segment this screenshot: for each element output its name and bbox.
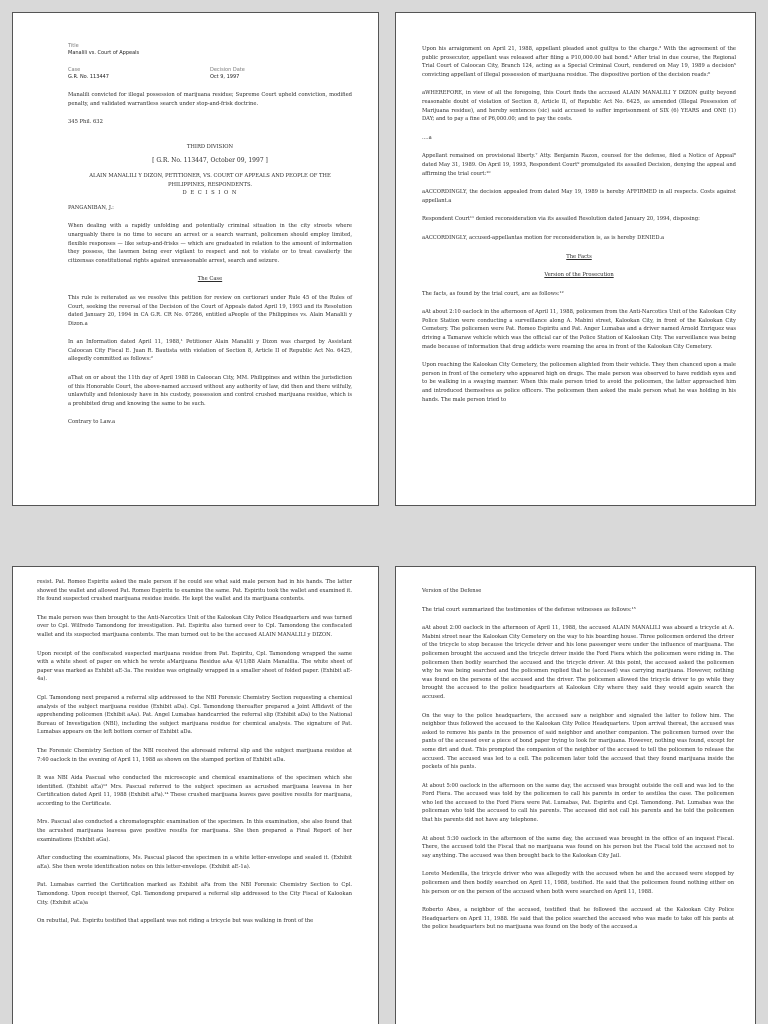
paragraph: aThat on or about the 11th day of April 1988 in Caloocan City, MM. Philippines and within the jurisdiction of this Honorable Court, the above-named accused without any authority of law, did then and there wilfully, unlawfully and feloniously have in his custody, possession and control crushed marijuana residue, which is a prohibited drug and knowing the same to be such.: [68, 375, 352, 407]
paragraph: The male person was then brought to the Anti-Narcotics Unit of the Kalookan City Police Headquarters and was turned over to Cpl. Wilfredo Tamondong for investigation. Pat. Espiritu also turned over to Cpl. Tamondong the confiscated wallet and its suspected marijuana contents. The man turned out to be the accused ALAIN MANALILI y DIZON.: [37, 614, 352, 638]
title-label: Title: [68, 43, 79, 49]
paragraph: ....a: [422, 134, 432, 141]
paragraph: aAt about 2:10 oaclock in the afternoon of April 11, 1988, policemen from the Anti-Narcotics Unit of the Kalookan City Police Station were conducting a surveillance along A. Mabini street, Kalookan City, in front of the Kalookan City Cemetery. The policemen were Pat. Romeo Espiritu and Pat. Anger Lumabas and a driver named Arnold Enriquez was driving a Tamaraw vehicle which was the official car of the Police Station of Kalookan City. The surveillance was being made because of information that drug addicts were roaming the area in front of the Kalookan City Cemetery.: [422, 309, 736, 350]
section-heading-defense: Version of the Defense: [422, 588, 482, 594]
ponente: PANGANIBAN, J.:: [68, 204, 114, 211]
paragraph: In an Information dated April 11, 1988,¹ Petitioner Alain Manalili y Dizon was charged by Assistant Caloocan City Fiscal E. Juan R. Bautista with violation of Section 8, Article II of Republic Act No. 6425, allegedly committed as follows:²: [68, 339, 352, 363]
paragraph: It was NBI Aida Pascual who conducted the microscopic and chemical examinations of the specimen which she identified. (Exhibit aEa)¹³ Mrs. Pascual referred to the subject specimen as acrushed marijuana leavesa in her Certification dated April 11, 1988 (Exhibit aFa).¹⁴ These crushed marijuana leaves gave positive results for marijuana, according to the Certificate.: [37, 775, 352, 807]
decision-date: Oct 9, 1997: [210, 74, 240, 80]
paragraph: Mrs. Pascual also conducted a chromatographic examination of the specimen. In this examination, she also found that the acrushed marijuana leavesa gave positive results for marijuana. She then prepared a Final Report of her examinations (Exhibit aGa).: [37, 819, 352, 843]
paragraph: When dealing with a rapidly unfolding and potentially criminal situation in the city streets where unarguably there is no time to secure an arrest or a search warrant, policemen should employ limited, flexible responses — like setup-and-frisks — which are graduated in relation to the amount of information they possess, the lawmen being ever vigilant to respect and not to violate or to treat cavalierly the citizensas constitutional rights against unreasonable arrest, search and seizure.: [68, 223, 352, 264]
document-page-2: [395, 12, 756, 506]
paragraph: Respondent Court¹¹ denied reconsideration via its assailed Resolution dated January 20, 1994, disposing:: [422, 216, 700, 223]
paragraph: Cpl. Tamondong next prepared a referral slip addressed to the NBI Forensic Chemistry Section requesting a chemical analysis of the subject marijuana residue (Exhibit aDa). Cpl. Tamondong thereafter prepared a Joint Affidavit of the apprehending policemen (Exhibit aAa). Pat. Angel Lumabas handcarried the referral slip (Exhibit aDa) to the National Bureau of Investigation (NBI), including the subject marijuana residue for chemical analysis. The signature of Pat. Lumabas appears on the left bottom corner of Exhibit aDa.: [37, 694, 352, 736]
paragraph: aACCORDINGLY, the decision appealed from dated May 19, 1989 is hereby AFFIRMED in all respects. Costs against appellant.a: [422, 189, 736, 204]
document-page-1: [12, 12, 379, 506]
paragraph: aWHEREFORE, in view of all the foregoing, this Court finds the accused ALAIN MANALILI Y DIZON guilty beyond reasonable doubt of violation of Section 8, Article II, of Republic Act No. 6425, as amended (Illegal Possession of Marijuana residue), and hereby sentences (sic) said accused to suffer imprisonment of SIX (6) YEARS and ONE (1) DAY; and to pay a fine of P6,000.00; and to pay the costs.: [422, 90, 736, 123]
paragraph: The trial court summarized the testimonies of the defense witnesses as follows:¹⁵: [422, 606, 636, 613]
paragraph: aACCORDINGLY, accused-appellantas motion for reconsideration is, as is hereby DENIED.a: [422, 234, 665, 241]
decision-heading: D E C I S I O N: [182, 190, 238, 197]
gr-heading: [ G.R. No. 113447, October 09, 1997 ]: [152, 157, 268, 165]
paragraph: Roberto Abes, a neighbor of the accused, testified that he followed the accused at the Kalookan City Police Headquarters on April 11, 1988. He said that the police searched the accused who was made to take off his pants at the police headquarters but no marijuana was found on the body of the accused.a: [422, 907, 734, 931]
paragraph: After conducting the examinations, Ms. Pascual placed the specimen in a white letter-envelope and sealed it. (Exhibit aEa). She then wrote identification notes on this letter-envelope. (Exhibit aE-1a).: [37, 855, 352, 870]
paragraph: Contrary to Law.a: [68, 419, 116, 426]
document-page-3: [12, 566, 379, 1024]
paragraph: Loreto Medenilla, the tricycle driver who was allegedly with the accused when he and the accused were stopped by policemen and then bodily searched on April 11, 1988, testified. He said that the policemen found nothing either on his person or on the person of the accused when both were searched on April 11, 1988.: [422, 871, 734, 895]
paragraph: Upon his arraignment on April 21, 1988, appellant pleaded anot guiltya to the charge.³ With the agreement of the public prosecutor, appellant was released after filing a P10,000.00 bail bond.⁴ After trial in due course, the Regional Trial Court of Caloocan City, Branch 124, acting as a Special Criminal Court, rendered on May 19, 1989 a decision⁵ convicting appellant of illegal possession of marijuana residue. The dispositive portion of the decision reads:⁶: [422, 46, 736, 78]
paragraph: aAt about 2:00 oaclock in the afternoon of April 11, 1988, the accused ALAIN MANALILI was aboard a tricycle at A. Mabini street near the Kalookan City Cemetery on the way to his boarding house. Three policemen ordered the driver of the tricycle to stop because the tricycle driver and his lone passenger were under the influence of marijuana. The policemen brought the accused and the tricycle driver inside the Ford Fiera which the policemen were riding in. The policemen then bodily searched the accused and the tricycle driver. At this point, the accused asked the policemen why he was being searched and the policemen replied that he (accused) was carrying marijuana. However, nothing was found on the persons of the accused and the driver. The policemen allowed the tricycle driver to go while they brought the accused to the police headquarters at Kalookan City where they said they would again search the accused.: [422, 625, 734, 700]
document-page-4: [395, 566, 756, 1024]
paragraph: Upon reaching the Kalookan City Cemetery, the policemen alighted from their vehicle. They then chanced upon a male person in front of the cemetery who appeared high on drugs. The male person was observed to have reddish eyes and to be walking in a swaying manner. When this male person tried to avoid the policemen, the latter approached him and introduced themselves as police officers. The policemen then asked the male person what he was holding in his hands. The male person tried to: [422, 362, 736, 403]
paragraph: On rebuttal, Pat. Espiritu testified that appellant was not riding a tricycle but was walking in front of the: [37, 918, 314, 925]
paragraph: At about 5:00 oaclock in the afternoon on the same day, the accused was brought outside the cell and was led to the Ford Fiera. The accused was told by the policemen to call his parents in order to aestilea the case. The policemen who led the accused to the Ford Fiera were Pat. Lumabas, Pat. Espiritu and Cpl. Tamondong. Pat. Lumabas was the policeman who told the accused to call his parents. The accused did not call his parents and he told the policemen that his parents did not have any telephone.: [422, 782, 734, 824]
paragraph: On the way to the police headquarters, the accused saw a neighbor and signaled the latter to follow him. The neighbor thus followed the accused to the Kalookan City Police Headquarters. Upon arrival thereat, the accused was asked to remove his pants in the presence of said neighbor and another companion. The policemen turned over the pants of the accused over a piece of bond paper trying to look for marijuana. However, nothing was found, except for some dirt and dust. This prompted the companion of the neighbor of the accused to tell the policemen to release the accused. The accused was led to a cell. The policemen later told the accused that they found marijuana inside the pockets of his pants.: [422, 712, 734, 771]
division-heading: THIRD DIVISION: [186, 143, 234, 150]
case-meta: [68, 67, 352, 81]
title-meta: [68, 43, 352, 57]
case-title: Manalili vs. Court of Appeals: [68, 50, 140, 56]
paragraph: The facts, as found by the trial court, are as follows:¹²: [422, 290, 564, 297]
paragraph: Appellant remained on provisional liberty.⁷ Atty. Benjamin Razon, counsel for the defense, filed a Notice of Appeal⁸ dated May 31, 1989. On April 19, 1993, Respondent Court⁹ promulgated its assailed Decision, denying the appeal and affirming the trial court:¹⁰: [422, 153, 736, 177]
paragraph: resist. Pat. Romeo Espiritu asked the male person if he could see what said male person had in his hands. The latter showed the wallet and allowed Pat. Romeo Espiritu to examine the same. Pat. Espiritu took the wallet and examined it. He found suspected crushed marijuana residue inside. He kept the wallet and its marijuana contents.: [37, 579, 352, 603]
section-heading-the-facts: The Facts: [566, 253, 592, 260]
section-heading-the-case: The Case: [197, 276, 223, 283]
case-label: Case: [68, 67, 81, 73]
case-number: G.R. No. 113447: [68, 74, 109, 80]
citation: 345 Phil. 632: [68, 119, 103, 126]
decision-date-label: Decision Date: [210, 67, 245, 73]
paragraph: At about 5:30 oaclock in the afternoon of the same day, the accused was brought in the office of an inquest Fiscal. There, the accused told the Fiscal that no marijuana was found on his person but the Fiscal told the accused not to say anything. The accused was then brought back to the Kalookan City Jail.: [422, 835, 734, 859]
paragraph: The Forensic Chemistry Section of the NBI received the aforesaid referral slip and the subject marijuana residue at 7:40 oaclock in the evening of April 11, 1988 as shown on the stamped portion of Exhibit aDa.: [37, 747, 352, 763]
paragraph: This rule is reiterated as we resolve this petition for review on certiorari under Rule 45 of the Rules of Court, seeking the reversal of the Decision of the Court of Appeals dated April 19, 1993 and its Resolution dated January 20, 1994 in CA G.R. CR No. 07266, entitled aPeople of the Philippines vs. Alain Manalili y Dizon.a: [68, 294, 352, 327]
paragraph: Pat. Lumabas carried the Certification marked as Exhibit aFa from the NBI Forensic Chemistry Section to Cpl. Tamondong. Upon receipt thereof, Cpl. Tamondong prepared a referral slip addressed to the City Fiscal of Kalookan City. (Exhibit aCa)a: [37, 882, 352, 906]
parties-heading: ALAIN MANALILI Y DIZON, PETITIONER, VS. COURT OF APPEALS AND PEOPLE OF THE PHILIPPINES, RESPONDENTS.: [89, 172, 331, 188]
paragraph: Upon receipt of the confiscated suspected marijuana residue from Pat. Espiritu, Cpl. Tamondong wrapped the same with a white sheet of paper on which he wrote aMarijuana Residue aAa 4/11/88 Alain Manalilia. The white sheet of paper was marked as Exhibit aE-3a. The residue was originally wrapped in a smaller sheet of folded paper. (Exhibit aE-4a).: [37, 650, 352, 683]
section-heading-prosecution: Version of the Prosecution: [544, 272, 614, 279]
case-summary: Manalili convicted for illegal possession of marijuana residue; Supreme Court upheld conviction, modified penalty, and validated warrantless search under stop-and-frisk doctrine.: [68, 92, 352, 107]
